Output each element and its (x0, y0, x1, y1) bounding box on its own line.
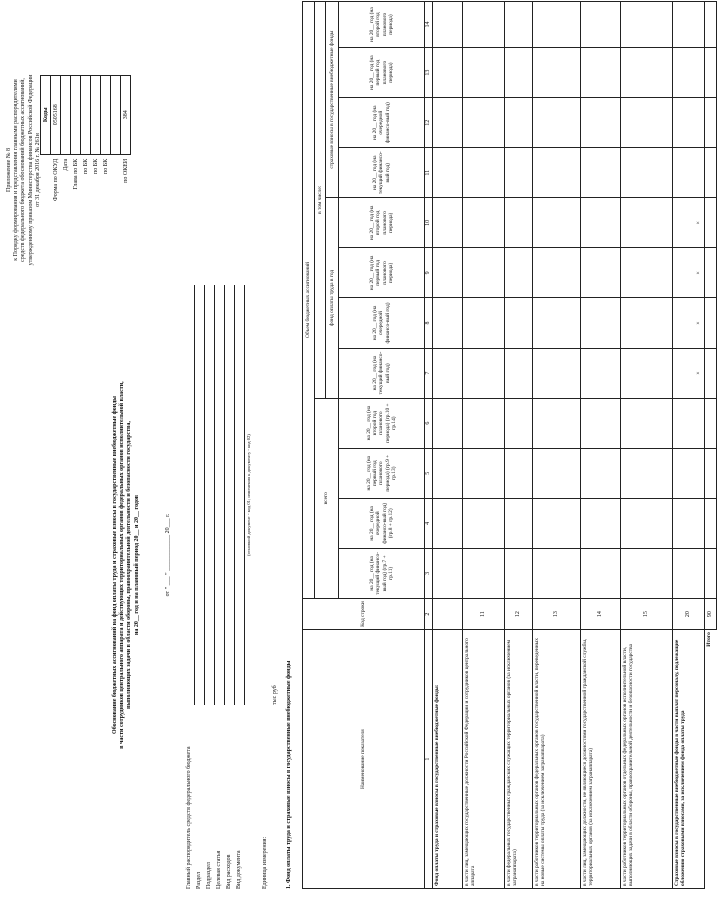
value-cell[interactable] (463, 298, 505, 348)
code-label: Форма по ОКУД (52, 158, 59, 201)
field-label: Целевая статья (216, 850, 222, 889)
col-number: 5 (425, 448, 433, 498)
value-cell[interactable] (705, 48, 717, 98)
code-label: по БК (92, 158, 99, 174)
col-header-total: на 20__ год (на очередной финансо-вый год) (гр.8 + гр.12) (339, 498, 425, 548)
value-cell[interactable] (433, 98, 463, 148)
value-cell[interactable] (505, 298, 533, 348)
value-cell[interactable] (621, 398, 673, 448)
unit-label: Единица измерения: (262, 836, 268, 889)
value-cell[interactable] (533, 98, 581, 148)
value-cell[interactable] (581, 548, 621, 598)
value-cell[interactable] (705, 348, 717, 398)
appendix-title: Приложение № 8 (6, 148, 12, 192)
value-cell[interactable] (505, 248, 533, 298)
value-cell[interactable] (505, 448, 533, 498)
value-cell[interactable] (533, 2, 581, 48)
value-cell[interactable] (463, 198, 505, 248)
col-number: 13 (425, 48, 433, 98)
col-header-fot: на 20__ год (на первый год планового периода) (339, 248, 425, 298)
value-cell[interactable] (581, 398, 621, 448)
value-cell[interactable] (621, 548, 673, 598)
title-line: на 20__ год и на плановый период 20__ и 20__ годов (133, 494, 140, 636)
value-cell[interactable] (433, 298, 463, 348)
value-cell[interactable] (463, 448, 505, 498)
codes-table (40, 75, 131, 205)
value-cell[interactable] (533, 398, 581, 448)
col-number: 9 (425, 248, 433, 298)
value-cell[interactable] (621, 2, 673, 48)
title-line: в части сотрудников центрального аппарата и действующих территориальных органов федеральных органов исполнительной власти, (119, 381, 126, 749)
value-cell[interactable] (533, 198, 581, 248)
row-name: в части федеральных государственных гражданских служащих территориальных органов (за исключением загранаппарата) (505, 630, 533, 889)
row-code: 15 (621, 598, 673, 629)
row-name: в части лиц, замещающих государственные должности Российской Федерации и сотрудников центрального аппарата (463, 630, 505, 889)
field-underline (244, 285, 245, 705)
code-label: Глава по БК (72, 158, 79, 190)
value-cell[interactable] (621, 348, 673, 398)
table-row (581, 2, 621, 889)
appendix-line: средств федерального бюджета обоснований бюджетных ассигнований, (20, 78, 27, 262)
value-cell[interactable] (533, 348, 581, 398)
value-cell[interactable] (621, 448, 673, 498)
value-cell[interactable] (463, 248, 505, 298)
value-cell[interactable] (673, 548, 705, 598)
col-number: 4 (425, 498, 433, 548)
header-fields (186, 709, 246, 889)
col-header-fot: на 20__ год (на текущий финансо-вый год) (339, 348, 425, 398)
value-cell[interactable] (463, 148, 505, 198)
value-cell[interactable] (505, 348, 533, 398)
row-name: Страховые взносы в государственные внебюджетные фонды в части выплат персоналу, подлежащие обложению страховыми взносами, за исключением фонда оплаты труда (673, 630, 705, 889)
value-cell[interactable] (621, 198, 673, 248)
value-cell[interactable] (581, 498, 621, 548)
value-cell[interactable] (433, 198, 463, 248)
value-cell[interactable] (621, 248, 673, 298)
field-label: Главный распорядитель средств федерального бюджета (186, 746, 192, 889)
codes-header: Коды (41, 75, 51, 154)
col-header-ins: на 20__ год (на очередной финансо-вый год) (339, 98, 425, 148)
row-code: 11 (463, 598, 505, 629)
value-cell[interactable] (705, 298, 717, 348)
unit-value: тыс руб (272, 685, 278, 705)
col-header-ins: на 20__ год (на второй год планового периода) (339, 2, 425, 48)
row-name: в части работников территориальных органов федеральных органов государственной власти, переведенных на новые системы оплаты труда (за исключением загранаппарата) (533, 630, 581, 889)
row-code: 12 (505, 598, 533, 629)
value-cell[interactable] (433, 48, 463, 98)
value-cell[interactable] (705, 2, 717, 48)
col-name-header: Наименование показателя (303, 630, 425, 889)
value-cell[interactable] (673, 398, 705, 448)
col-number: 3 (425, 548, 433, 598)
appendix-line: к Порядку формирования и представления главными распорядителями (13, 79, 20, 261)
table-body (433, 2, 717, 889)
value-cell[interactable] (581, 148, 621, 198)
code-label (111, 154, 121, 205)
field-underline (224, 285, 225, 705)
title-line: Обоснование бюджетных ассигнований на фонд оплаты труда и страховые взносы в государственные внебюджетные фонды (112, 396, 118, 734)
value-cell[interactable] (581, 348, 621, 398)
sub-including-header: в том числе: (315, 2, 326, 399)
value-cell[interactable] (705, 548, 717, 598)
value-cell[interactable] (621, 98, 673, 148)
sub-fot-header: фонд оплаты труда в год (326, 198, 339, 398)
doc-kind-hint: (основной документ - код 01; изменения к документу - код 02) (246, 434, 251, 556)
col-number: 11 (425, 148, 433, 198)
value-cell[interactable] (705, 98, 717, 148)
appendix-line: от 31 декабря 2016 г. № 261н (34, 133, 41, 207)
table-row (463, 2, 505, 889)
value-cell[interactable] (621, 148, 673, 198)
col-header-fot: на 20__ год (на очередной финансо-вый год) (339, 298, 425, 348)
row-name: в части лиц, замещающих должности, не являющиеся должностями государственной гражданской службы, территориальных органов (за исключением загранаппарата) (581, 630, 621, 889)
field-underline (234, 285, 235, 705)
value-cell[interactable] (433, 248, 463, 298)
col-number: 1 (425, 630, 433, 889)
code-label: Дата (62, 158, 69, 171)
value-cell[interactable] (533, 248, 581, 298)
value-cell[interactable] (463, 2, 505, 48)
title-line: выполняющих задачи в области обороны, правоохранительной деятельности и безопасности государства, (126, 421, 133, 709)
value-cell[interactable] (433, 2, 463, 48)
value-cell[interactable] (621, 498, 673, 548)
value-cell[interactable] (463, 498, 505, 548)
code-label: по БК (82, 158, 89, 174)
code-value: 0505168 (51, 75, 61, 154)
value-cell[interactable] (673, 148, 705, 198)
value-cell[interactable] (463, 48, 505, 98)
field-label: Раздел (196, 872, 202, 889)
value-cell[interactable] (621, 298, 673, 348)
table-row (505, 2, 533, 889)
value-cell[interactable] (533, 448, 581, 498)
value-cell[interactable] (505, 198, 533, 248)
value-cell[interactable] (433, 148, 463, 198)
value-cell[interactable] (463, 398, 505, 448)
value-cell[interactable] (533, 148, 581, 198)
appendix-block (6, 20, 42, 320)
table-row (705, 2, 717, 889)
field-label: Вид документа (236, 850, 242, 889)
code-value (61, 75, 71, 154)
col-number: 8 (425, 298, 433, 348)
value-cell[interactable] (505, 548, 533, 598)
value-cell[interactable] (705, 148, 717, 198)
col-number: 10 (425, 198, 433, 248)
group-total-header: Объем бюджетных ассигнований (303, 2, 315, 599)
field-underline (214, 285, 215, 705)
code-label: по БК (102, 158, 109, 174)
code-value (71, 75, 81, 154)
row-name: Итого (706, 632, 712, 647)
not-applicable-mark: × (673, 198, 705, 248)
row-name: в части работников территориальных органов отдельных федеральных органов исполнительной власти, выполняющих задачи в области обороны, правоохранительной деятельности и безопасности государства (621, 630, 673, 889)
value-cell[interactable] (533, 48, 581, 98)
value-cell[interactable] (705, 498, 717, 548)
col-header-fot: на 20__ год (на второй год планового периода) (339, 198, 425, 248)
col-header-ins: на 20__ год (на первый год планового периода) (339, 48, 425, 98)
appendix-line: утвержденному приказом Министерства финансов Российской Федерации (27, 74, 34, 266)
value-cell[interactable] (673, 448, 705, 498)
value-cell[interactable] (705, 448, 717, 498)
value-cell[interactable] (705, 198, 717, 248)
value-cell[interactable] (621, 48, 673, 98)
sub-ins-header: страховые взносы в государственные внебюджетные фонды (326, 2, 339, 198)
not-applicable-mark: × (673, 348, 705, 398)
value-cell[interactable] (505, 2, 533, 48)
row-code: 90 (705, 598, 717, 629)
sub-total-header: всего (315, 398, 339, 598)
value-cell[interactable] (433, 548, 463, 598)
value-cell[interactable] (463, 548, 505, 598)
value-cell[interactable] (581, 448, 621, 498)
value-cell[interactable] (581, 2, 621, 48)
section-title: 1. Фонд оплаты труда и страховые взносы в государственные внебюджетные фонды (286, 660, 292, 889)
value-cell[interactable] (463, 348, 505, 398)
col-header-total: на 20__ год (на текущий финансо-вый год) (гр.7 + гр.11) (339, 548, 425, 598)
field-label: Подраздел (206, 862, 212, 889)
code-value (91, 75, 101, 154)
col-header-total: на 20__ год (на первый год планового периода) (гр.9 + гр.13) (339, 448, 425, 498)
value-cell[interactable] (433, 348, 463, 398)
value-cell[interactable] (673, 2, 705, 48)
table-row (621, 2, 673, 889)
col-number: 2 (425, 598, 433, 629)
value-cell[interactable] (533, 498, 581, 548)
date-line: от " ___ " ____________ 20___ г. (165, 513, 171, 597)
code-value (101, 75, 111, 154)
value-cell[interactable] (505, 398, 533, 448)
col-header-total: на 20__ год (на второй год планового периода) (гр.10 + гр.14) (339, 398, 425, 448)
value-cell[interactable] (533, 548, 581, 598)
value-cell[interactable] (705, 248, 717, 298)
field-label: Вид расходов (226, 854, 232, 889)
value-cell[interactable] (433, 398, 463, 448)
row-code (433, 598, 463, 629)
row-code: 13 (533, 598, 581, 629)
value-cell[interactable] (463, 98, 505, 148)
col-number: 7 (425, 348, 433, 398)
value-cell[interactable] (581, 48, 621, 98)
value-cell[interactable] (581, 198, 621, 248)
value-cell[interactable] (505, 48, 533, 98)
value-cell[interactable] (581, 248, 621, 298)
not-applicable-mark: × (673, 248, 705, 298)
value-cell[interactable] (581, 98, 621, 148)
not-applicable-mark: × (673, 298, 705, 348)
col-header-ins: на 20__ год (на текущий финансо-вый год) (339, 148, 425, 198)
value-cell[interactable] (673, 498, 705, 548)
row-name: Фонд оплаты труда и страховые взносы в государственные внебюджетные фонды: (433, 630, 463, 889)
field-underline (204, 285, 205, 705)
row-code: 14 (581, 598, 621, 629)
col-number: 14 (425, 2, 433, 48)
code-value (111, 75, 121, 154)
row-code: 20 (673, 598, 705, 629)
value-cell[interactable] (581, 298, 621, 348)
field-underline (194, 285, 195, 705)
code-value (81, 75, 91, 154)
budget-table (302, 1, 717, 889)
value-cell[interactable] (533, 298, 581, 348)
code-value: 384 (121, 75, 131, 154)
value-cell[interactable] (433, 448, 463, 498)
value-cell[interactable] (705, 398, 717, 448)
col-number: 12 (425, 98, 433, 148)
table-row (433, 2, 463, 889)
code-label: по ОКЕИ (122, 158, 129, 183)
table-row (673, 2, 705, 889)
value-cell[interactable] (673, 48, 705, 98)
value-cell[interactable] (505, 98, 533, 148)
value-cell[interactable] (673, 98, 705, 148)
table-row (533, 2, 581, 889)
document-title (112, 285, 141, 845)
col-number: 6 (425, 398, 433, 448)
value-cell[interactable] (505, 148, 533, 198)
value-cell[interactable] (433, 498, 463, 548)
col-code-header: Код строки (303, 598, 425, 629)
value-cell[interactable] (505, 498, 533, 548)
